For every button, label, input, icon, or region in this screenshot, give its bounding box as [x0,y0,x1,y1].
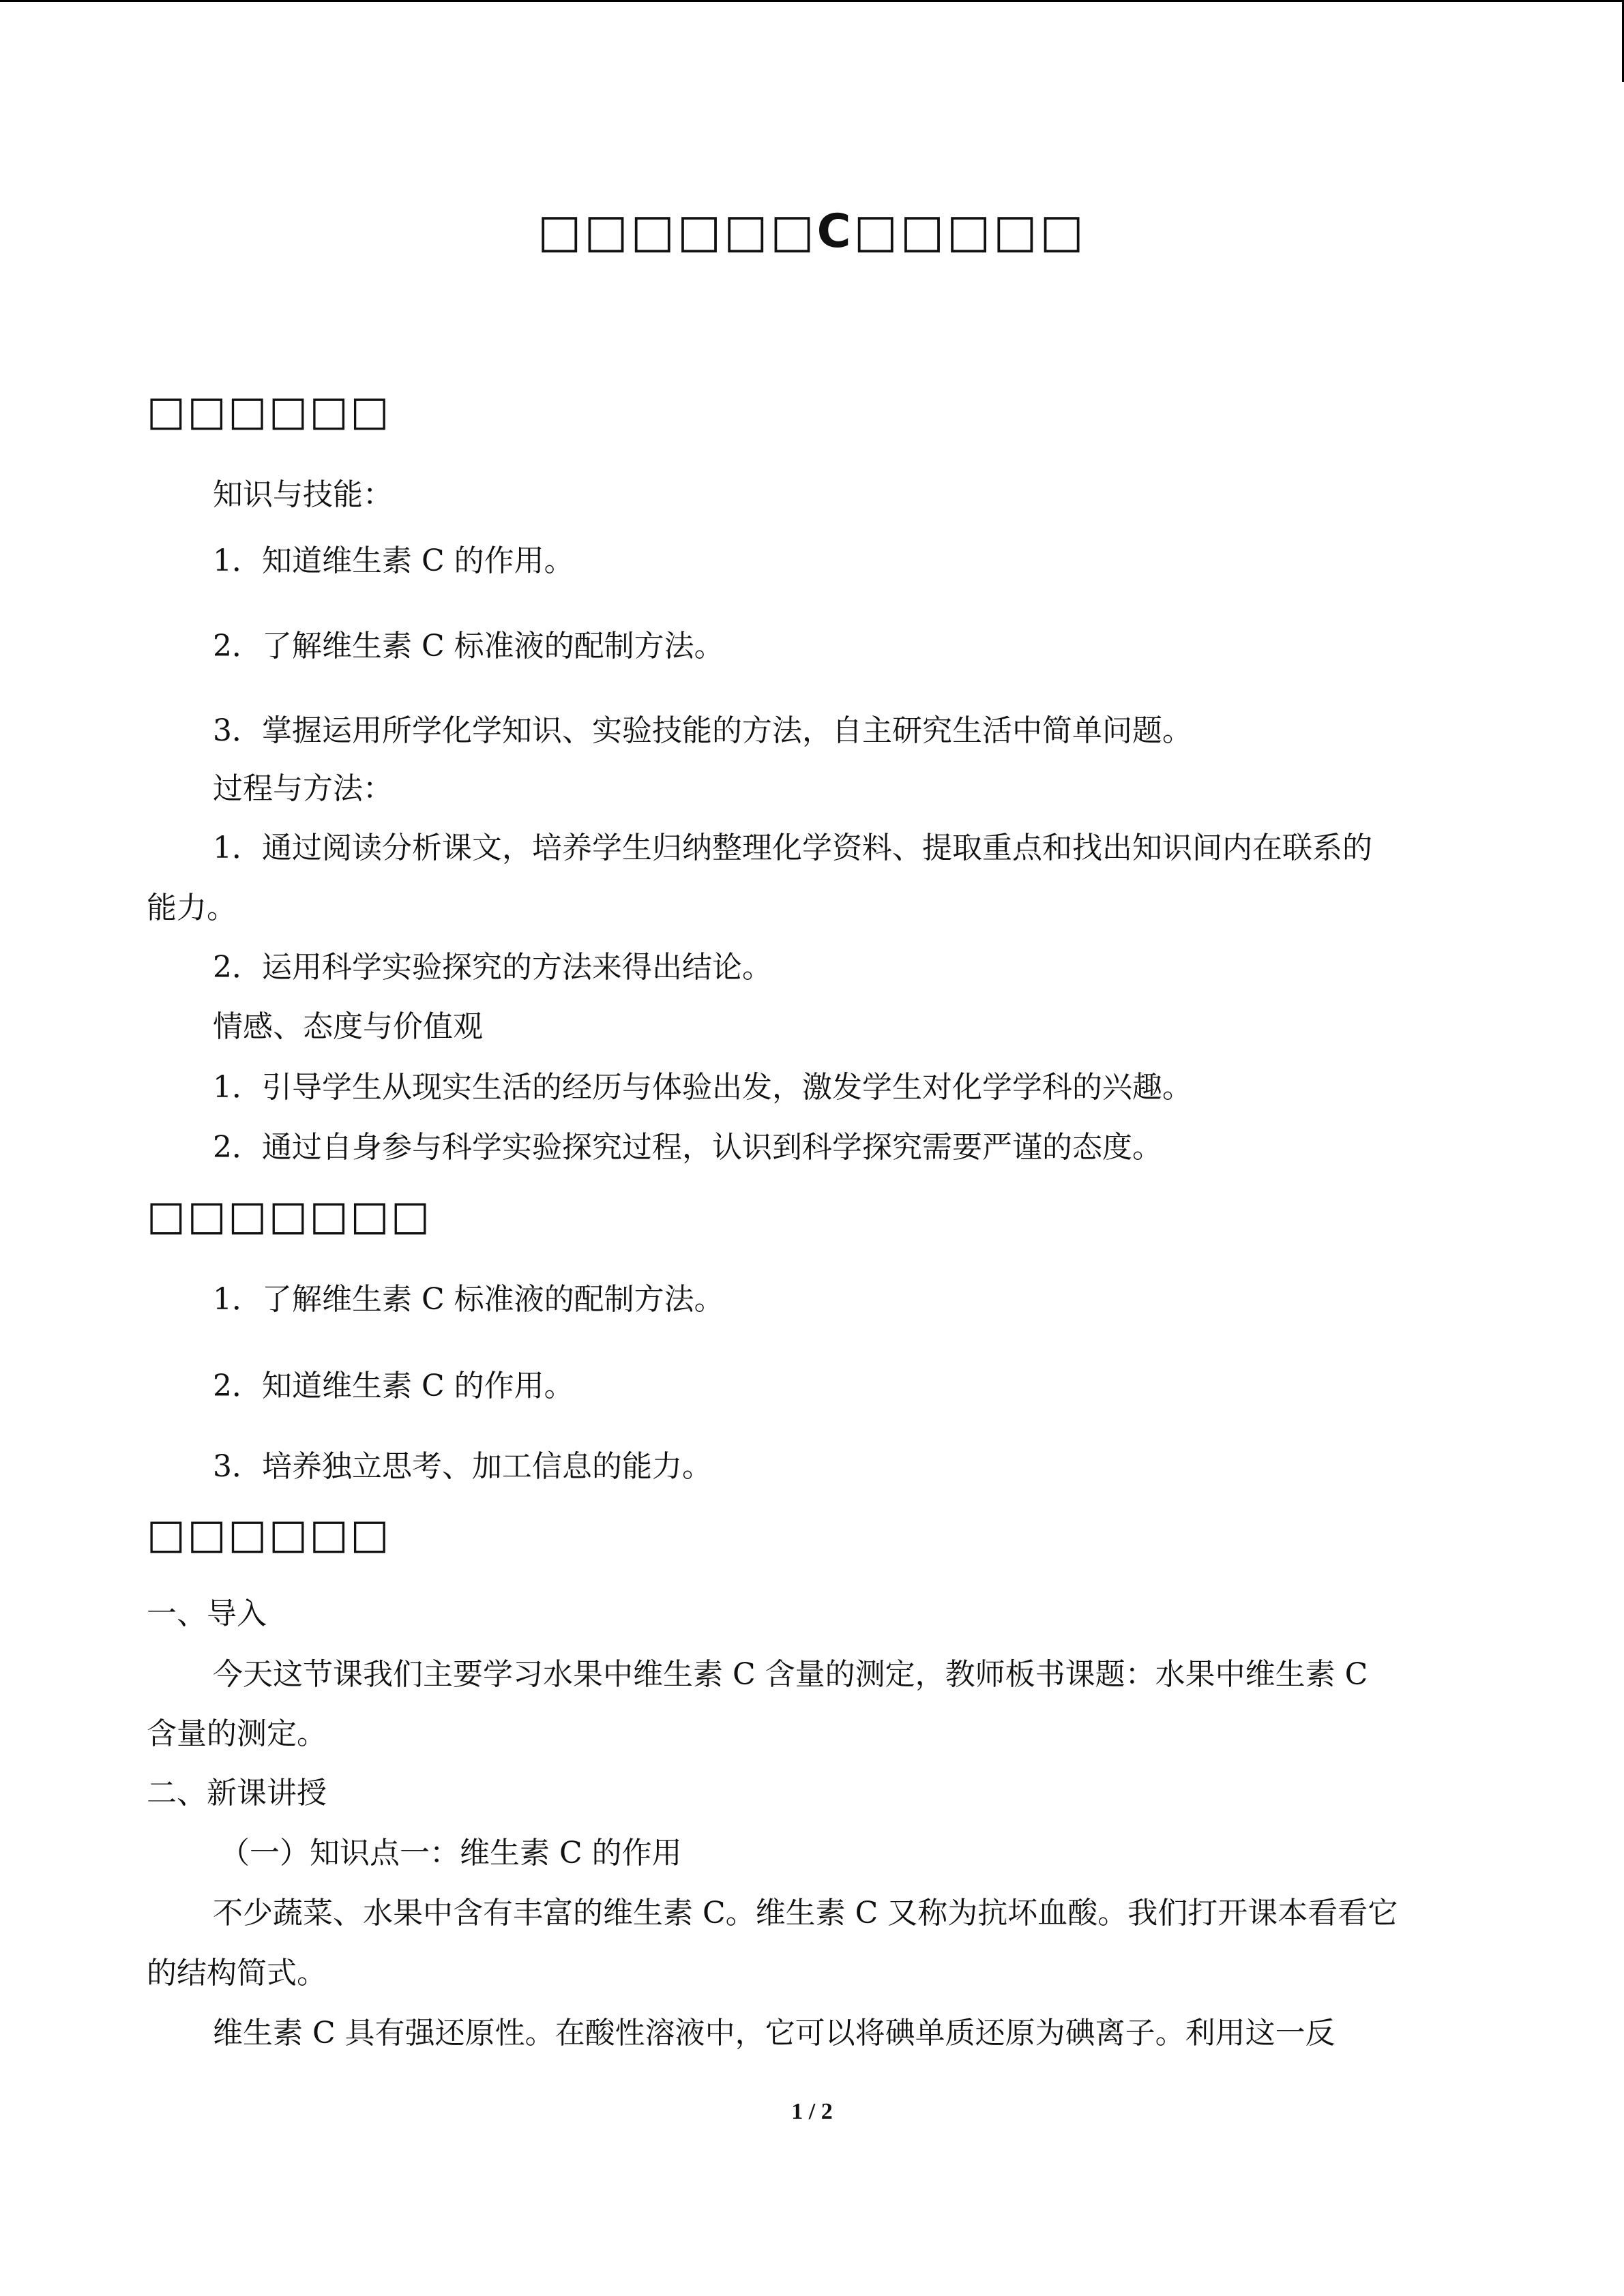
section-heading-keypoints: □□□□□□□ [147,1192,432,1240]
process-label: 过程与方法： [213,771,393,806]
paragraph-1: 不少蔬菜、水果中含有丰富的维生素 C。维生素 C 又称为抗坏血酸。我们打开课本看看它 [213,1896,1398,1930]
goal-knowledge-3: 3．掌握运用所学化学知识、实验技能的方法，自主研究生活中简单问题。 [213,713,1192,748]
knowledge-label: 知识与技能： [213,477,393,512]
intro-heading: 一、导入 [147,1596,267,1631]
goal-knowledge-1: 1．知道维生素 C 的作用。 [213,543,574,578]
paragraph-1-cont: 的结构简式。 [147,1956,327,1991]
goal-emotion-1: 1．引导学生从现实生活的经历与体验出发，激发学生对化学学科的兴趣。 [213,1070,1192,1105]
keypoint-3: 3．培养独立思考、加工信息的能力。 [213,1449,712,1484]
goal-process-1: 1．通过阅读分析课文，培养学生归纳整理化学资料、提取重点和找出知识间内在联系的 [213,831,1372,865]
knowledge-point-1-heading: （一）知识点一：维生素 C 的作用 [220,1836,682,1870]
emotion-label: 情感、态度与价值观 [213,1009,483,1044]
goal-knowledge-2: 2．了解维生素 C 标准液的配制方法。 [213,629,724,664]
intro-paragraph: 今天这节课我们主要学习水果中维生素 C 含量的测定，教师板书课题：水果中维生素 C [213,1657,1368,1692]
keypoint-1: 1．了解维生素 C 标准液的配制方法。 [213,1282,724,1317]
goal-process-2: 2．运用科学实验探究的方法来得出结论。 [213,950,772,985]
goal-process-1-cont: 能力。 [147,891,237,925]
goal-emotion-2: 2．通过自身参与科学实验探究过程，认识到科学探究需要严谨的态度。 [213,1130,1162,1165]
section-heading-goals: □□□□□□ [147,387,392,435]
intro-paragraph-cont: 含量的测定。 [147,1716,327,1751]
new-lesson-heading: 二、新课讲授 [147,1776,327,1810]
page-number: 1 / 2 [791,2099,833,2124]
section-heading-process: □□□□□□ [147,1510,392,1558]
page-top-border [0,0,1624,2]
page-title: □□□□□□C□□□□□ [537,205,1087,258]
keypoint-2: 2．知道维生素 C 的作用。 [213,1369,574,1403]
paragraph-2: 维生素 C 具有强还原性。在酸性溶液中，它可以将碘单质还原为碘离子。利用这一反 [213,2016,1335,2051]
